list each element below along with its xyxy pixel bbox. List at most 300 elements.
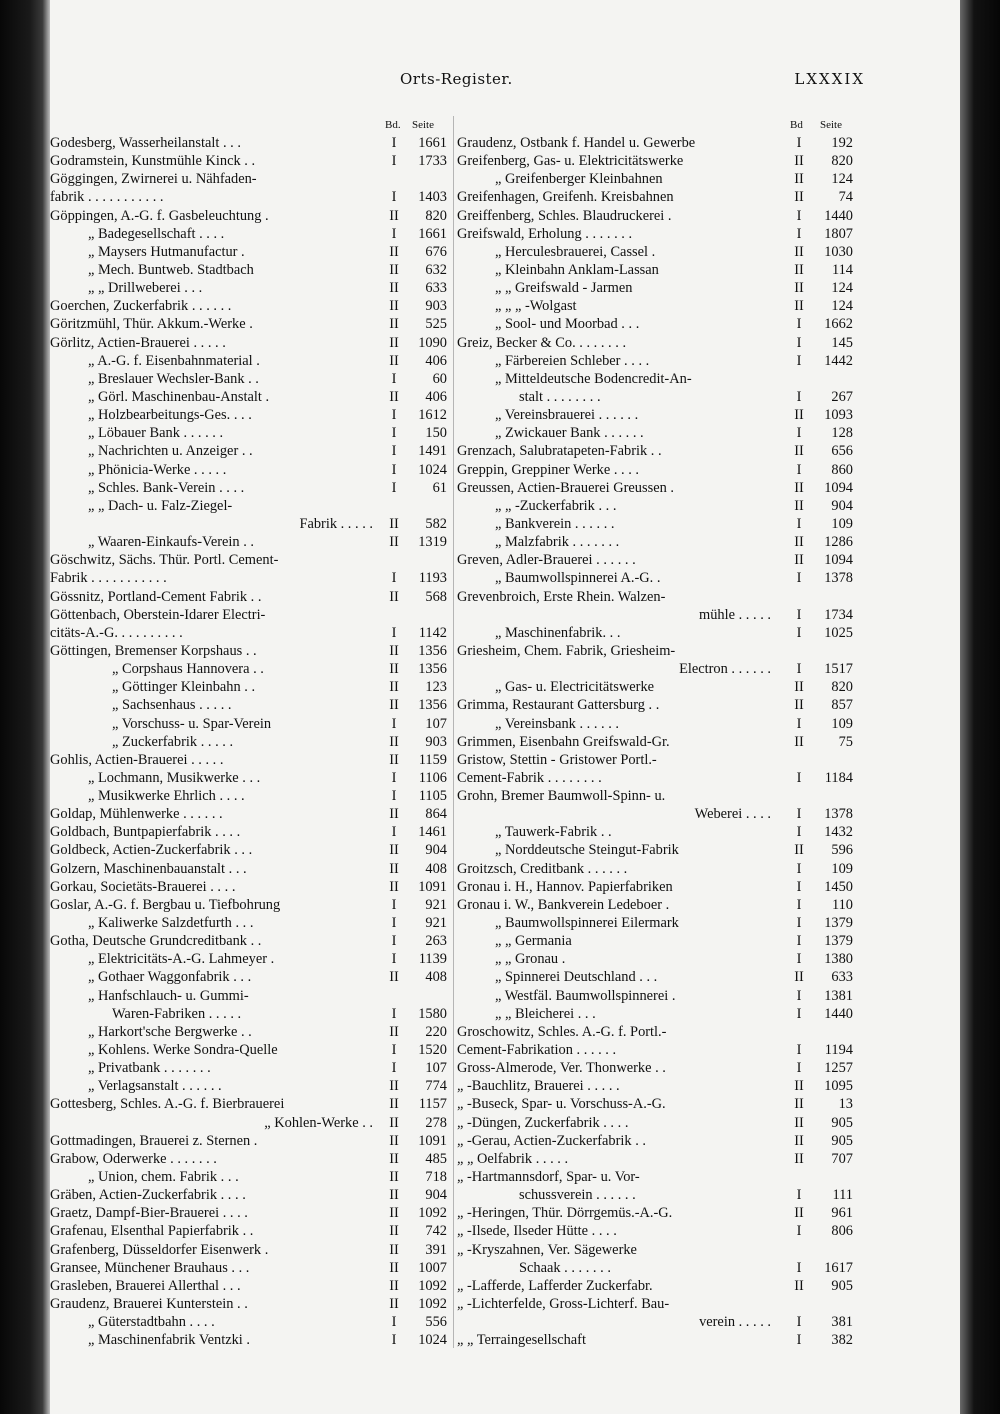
entry-page: 406 <box>425 388 447 405</box>
entry-page: 1450 <box>824 878 853 895</box>
entry-text: „ Görl. Maschinenbau-Anstalt . <box>88 388 270 405</box>
index-entry <box>50 315 453 333</box>
entry-text: „ Greifenberger Kleinbahnen <box>495 171 663 188</box>
entry-text: „ Kohlens. Werke Sondra-Quelle <box>88 1042 278 1059</box>
entry-page: 381 <box>831 1314 853 1331</box>
index-entry <box>457 606 855 624</box>
entry-text: Greiz, Becker & Co. . . . . . . . <box>457 334 627 351</box>
index-entry <box>50 569 453 587</box>
entry-text: „ Badegesellschaft . . . . <box>88 225 225 242</box>
entry-volume: II <box>389 842 399 859</box>
index-entry <box>50 1222 453 1240</box>
entry-volume: I <box>796 207 802 224</box>
entry-text: Grimmen, Eisenbahn Greifswald-Gr. <box>457 733 670 750</box>
entry-page: 1661 <box>418 225 447 242</box>
entry-volume: II <box>389 1205 399 1222</box>
running-title: Orts-Register. <box>400 70 513 88</box>
entry-text: „ Maysers Hutmanufactur . <box>88 243 245 260</box>
entry-page: 1193 <box>418 570 447 587</box>
entry-volume: I <box>391 407 397 424</box>
entry-text: Gotha, Deutsche Grundcreditbank . . <box>50 933 262 950</box>
index-entry <box>457 987 855 1005</box>
entry-page: 921 <box>425 896 447 913</box>
entry-volume: I <box>796 933 802 950</box>
entry-volume: II <box>794 733 804 750</box>
entry-page: 1356 <box>418 661 447 678</box>
entry-text: „ Vereinsbrauerei . . . . . . <box>495 407 639 424</box>
entry-volume: I <box>391 1314 397 1331</box>
page-header <box>50 70 870 100</box>
entry-text: Greussen, Actien-Brauerei Greussen . <box>457 479 674 496</box>
entry-page: 904 <box>425 1187 447 1204</box>
entry-text: „ -Kryszahnen, Ver. Sägewerke <box>457 1241 637 1258</box>
entry-volume: II <box>389 534 399 551</box>
entry-volume: II <box>389 352 399 369</box>
entry-page: 61 <box>432 479 447 496</box>
entry-text: „ „ Oelfabrik . . . . . <box>457 1150 569 1167</box>
index-entry <box>457 152 855 170</box>
entry-text: „ A.-G. f. Eisenbahnmaterial . <box>88 352 260 369</box>
index-entry <box>50 497 453 515</box>
entry-text: „ Güterstadtbahn . . . . <box>88 1314 215 1331</box>
index-entry <box>50 1114 453 1132</box>
entry-volume: I <box>796 1314 802 1331</box>
entry-volume: II <box>794 280 804 297</box>
column-header-right <box>457 116 855 134</box>
entry-volume: II <box>389 1241 399 1258</box>
index-entry <box>457 442 855 460</box>
index-entries-left <box>50 134 453 1349</box>
entry-text: Göttingen, Bremenser Korpshaus . . <box>50 642 257 659</box>
entry-text: „ Harkort'sche Bergwerke . . <box>88 1023 252 1040</box>
entry-text: Gorkau, Societäts-Brauerei . . . . <box>50 878 236 895</box>
entry-page: 961 <box>831 1205 853 1222</box>
entry-text: „ „ Bleicherei . . . <box>495 1005 596 1022</box>
entry-text: schussverein . . . . . . <box>519 1187 636 1204</box>
entry-volume: II <box>794 171 804 188</box>
entry-page: 596 <box>831 842 853 859</box>
column-header-left <box>50 116 453 134</box>
entry-text: Fabrik . . . . . <box>299 515 373 532</box>
index-entry <box>457 715 855 733</box>
entry-volume: I <box>391 189 397 206</box>
entry-text: „ Norddeutsche Steingut-Fabrik <box>495 842 679 859</box>
entry-text: „ Musikwerke Ehrlich . . . . <box>88 788 245 805</box>
index-entry <box>457 1295 855 1313</box>
scan-edge-left <box>0 0 50 1414</box>
entry-page: 820 <box>425 207 447 224</box>
index-entry <box>457 515 855 533</box>
entry-volume: II <box>794 969 804 986</box>
page-number: LXXXIX <box>794 70 865 88</box>
entry-page: 903 <box>425 733 447 750</box>
entry-page: 123 <box>425 679 447 696</box>
index-entry <box>50 1059 453 1077</box>
index-entry <box>457 914 855 932</box>
entry-page: 633 <box>831 969 853 986</box>
index-entry <box>457 787 855 805</box>
entry-text: Groschowitz, Schles. A.-G. f. Portl.- <box>457 1023 667 1040</box>
index-entry <box>50 1204 453 1222</box>
entry-volume: I <box>796 515 802 532</box>
entry-page: 905 <box>831 1277 853 1294</box>
index-entry <box>50 1150 453 1168</box>
entry-text: „ Mitteldeutsche Bodencredit-An- <box>495 370 692 387</box>
entry-volume: I <box>391 1042 397 1059</box>
index-entry <box>50 1168 453 1186</box>
entry-text: Gottesberg, Schles. A.-G. f. Bierbrauerei <box>50 1096 285 1113</box>
entry-page: 742 <box>425 1223 447 1240</box>
entry-volume: II <box>794 552 804 569</box>
index-entry <box>457 207 855 225</box>
index-entry <box>457 1095 855 1113</box>
index-entry <box>50 461 453 479</box>
entry-page: 903 <box>425 298 447 315</box>
entry-text: Golzern, Maschinenbauanstalt . . . <box>50 860 247 877</box>
entry-text: Graudenz, Brauerei Kunterstein . . <box>50 1296 248 1312</box>
entry-volume: II <box>389 1023 399 1040</box>
entry-text: Godramstein, Kunstmühle Kinck . . <box>50 153 256 170</box>
entry-text: „ Zwickauer Bank . . . . . . <box>495 425 644 442</box>
entry-page: 1380 <box>824 951 853 968</box>
entry-volume: II <box>389 1259 399 1276</box>
index-entry <box>457 297 855 315</box>
index-entry <box>457 751 855 769</box>
entry-page: 150 <box>425 425 447 442</box>
entry-page: 1378 <box>824 806 853 823</box>
entry-volume: II <box>389 334 399 351</box>
entry-page: 1024 <box>418 1332 447 1349</box>
index-entry <box>50 1186 453 1204</box>
entry-page: 1157 <box>418 1096 447 1113</box>
entry-text: Greifswald, Erholung . . . . . . . <box>457 225 633 242</box>
entry-text: fabrik . . . . . . . . . . . <box>50 189 164 206</box>
index-entry <box>457 1204 855 1222</box>
entry-text: Göritzmühl, Thür. Akkum.-Werke . <box>50 316 253 333</box>
entry-volume: II <box>389 1277 399 1294</box>
index-entry <box>50 479 453 497</box>
index-entry <box>50 624 453 642</box>
entry-page: 1095 <box>824 1078 853 1095</box>
entry-volume: II <box>389 697 399 714</box>
index-entry <box>457 841 855 859</box>
entry-page: 1379 <box>824 915 853 932</box>
entry-volume: II <box>389 1132 399 1149</box>
entry-page: 1461 <box>418 824 447 841</box>
entry-page: 75 <box>838 733 853 750</box>
entry-page: 192 <box>831 135 853 151</box>
entry-text: verein . . . . . <box>699 1314 771 1331</box>
entry-volume: I <box>796 624 802 641</box>
entry-volume: I <box>796 806 802 823</box>
entry-text: citäts-A.-G. . . . . . . . . . <box>50 624 183 641</box>
entry-volume: II <box>389 1296 399 1312</box>
index-entry <box>50 1005 453 1023</box>
index-entry <box>50 225 453 243</box>
entry-page: 1520 <box>418 1042 447 1059</box>
index-entry <box>50 243 453 261</box>
entry-text: stalt . . . . . . . . <box>519 388 601 405</box>
index-column-right <box>457 116 855 1349</box>
entry-text: Godesberg, Wasserheilanstalt . . . <box>50 135 241 151</box>
index-entry <box>50 751 453 769</box>
index-entry <box>457 660 855 678</box>
entry-page: 124 <box>831 298 853 315</box>
index-entry <box>50 279 453 297</box>
entry-text: Gössnitz, Portland-Cement Fabrik . . <box>50 588 262 605</box>
index-entry <box>50 1241 453 1259</box>
entry-page: 1030 <box>824 243 853 260</box>
entry-page: 1442 <box>824 352 853 369</box>
index-entry <box>457 1005 855 1023</box>
entry-page: 904 <box>831 497 853 514</box>
entry-text: „ „ Gronau . <box>495 951 566 968</box>
entry-volume: II <box>389 1169 399 1186</box>
entry-page: 267 <box>831 388 853 405</box>
entry-volume: I <box>391 461 397 478</box>
entry-page: 905 <box>831 1114 853 1131</box>
index-entry <box>457 1259 855 1277</box>
entry-text: Gransee, Münchener Brauhaus . . . <box>50 1259 250 1276</box>
entry-volume: I <box>796 987 802 1004</box>
entry-text: „ Gas- u. Electricitätswerke <box>495 679 655 696</box>
index-entry <box>50 896 453 914</box>
entry-volume: I <box>796 1259 802 1276</box>
index-entry <box>457 424 855 442</box>
entry-volume: I <box>796 661 802 678</box>
index-entry <box>50 932 453 950</box>
entry-text: Greven, Adler-Brauerei . . . . . . <box>457 552 636 569</box>
entry-text: „ Bankverein . . . . . . <box>495 515 615 532</box>
entry-volume: I <box>796 425 802 442</box>
index-entries-right <box>457 134 855 1349</box>
entry-volume: I <box>796 715 802 732</box>
entry-volume: II <box>794 1078 804 1095</box>
entry-text: Gronau i. H., Hannov. Papierfabriken <box>457 878 673 895</box>
index-entry <box>50 152 453 170</box>
entry-volume: I <box>391 425 397 442</box>
entry-page: 60 <box>432 370 447 387</box>
entry-volume: II <box>794 479 804 496</box>
entry-page: 1491 <box>418 443 447 460</box>
entry-page: 408 <box>425 860 447 877</box>
entry-volume: I <box>796 915 802 932</box>
entry-page: 556 <box>425 1314 447 1331</box>
entry-page: 13 <box>838 1096 853 1113</box>
index-entry <box>457 479 855 497</box>
entry-volume: II <box>794 1205 804 1222</box>
entry-volume: II <box>389 298 399 315</box>
index-entry <box>457 624 855 642</box>
index-entry <box>457 1041 855 1059</box>
entry-page: 1094 <box>824 479 853 496</box>
index-entry <box>50 860 453 878</box>
entry-volume: I <box>796 352 802 369</box>
index-entry <box>457 932 855 950</box>
index-entry <box>50 134 453 152</box>
entry-volume: I <box>391 153 397 170</box>
index-entry <box>457 315 855 333</box>
entry-volume: II <box>389 661 399 678</box>
index-entry <box>457 1313 855 1331</box>
index-entry <box>457 878 855 896</box>
index-entry <box>50 914 453 932</box>
entry-page: 1092 <box>418 1296 447 1312</box>
index-entry <box>50 207 453 225</box>
index-entry <box>457 279 855 297</box>
entry-page: 1319 <box>418 534 447 551</box>
entry-text: Schaak . . . . . . . <box>519 1259 611 1276</box>
entry-page: 1356 <box>418 697 447 714</box>
index-entry <box>457 1059 855 1077</box>
entry-page: 1194 <box>824 1042 853 1059</box>
index-entry <box>50 823 453 841</box>
entry-volume: I <box>391 479 397 496</box>
entry-text: „ -Lafferde, Lafferder Zuckerfabr. <box>457 1277 653 1294</box>
entry-volume: I <box>391 824 397 841</box>
entry-page: 1139 <box>418 951 447 968</box>
index-entry <box>457 1186 855 1204</box>
index-entry <box>457 1150 855 1168</box>
index-entry <box>50 1295 453 1313</box>
entry-volume: II <box>389 1114 399 1131</box>
entry-text: „ Breslauer Wechsler-Bank . . <box>88 370 259 387</box>
entry-volume: I <box>796 388 802 405</box>
entry-page: 1662 <box>824 316 853 333</box>
entry-text: „ Göttinger Kleinbahn . . <box>112 679 256 696</box>
entry-page: 485 <box>425 1150 447 1167</box>
entry-text: „ Hanfschlauch- u. Gummi- <box>88 987 249 1004</box>
entry-page: 806 <box>831 1223 853 1240</box>
index-entry <box>457 696 855 714</box>
entry-volume: II <box>794 679 804 696</box>
entry-volume: I <box>391 1060 397 1077</box>
index-entry <box>457 243 855 261</box>
entry-volume: II <box>794 407 804 424</box>
entry-text: „ Privatbank . . . . . . . <box>88 1060 211 1077</box>
index-entry <box>457 1277 855 1295</box>
entry-volume: II <box>389 1223 399 1240</box>
entry-volume: II <box>389 388 399 405</box>
entry-volume: II <box>794 443 804 460</box>
entry-page: 1092 <box>418 1277 447 1294</box>
entry-page: 1093 <box>824 407 853 424</box>
entry-text: „ Färbereien Schleber . . . . <box>495 352 650 369</box>
entry-text: „ Holzbearbeitungs-Ges. . . . <box>88 407 252 424</box>
entry-text: Goerchen, Zuckerfabrik . . . . . . <box>50 298 232 315</box>
index-entry <box>50 1041 453 1059</box>
entry-text: „ Schles. Bank-Verein . . . . <box>88 479 245 496</box>
index-entry <box>50 352 453 370</box>
index-entry <box>457 1222 855 1240</box>
entry-volume: II <box>794 1114 804 1131</box>
entry-page: 1378 <box>824 570 853 587</box>
entry-volume: I <box>391 933 397 950</box>
index-entry <box>457 896 855 914</box>
entry-text: „ Kaliwerke Salzdetfurth . . . <box>88 915 254 932</box>
index-entry <box>457 551 855 569</box>
entry-page: 1105 <box>418 788 447 805</box>
index-entry <box>50 170 453 188</box>
entry-page: 114 <box>831 261 853 278</box>
index-entry <box>457 406 855 424</box>
entry-text: Goslar, A.-G. f. Bergbau u. Tiefbohrung <box>50 896 281 913</box>
entry-page: 568 <box>425 588 447 605</box>
entry-page: 1092 <box>418 1205 447 1222</box>
entry-page: 111 <box>832 1187 853 1204</box>
index-entry <box>50 424 453 442</box>
entry-volume: II <box>389 969 399 986</box>
index-entry <box>50 1023 453 1041</box>
entry-page: 1286 <box>824 534 853 551</box>
entry-page: 718 <box>425 1169 447 1186</box>
entry-text: „ Kohlen-Werke . . <box>264 1114 373 1131</box>
index-entry <box>457 261 855 279</box>
entry-text: Grevenbroich, Erste Rhein. Walzen- <box>457 588 666 605</box>
entry-volume: I <box>391 1005 397 1022</box>
entry-text: Grabow, Oderwerke . . . . . . . <box>50 1150 217 1167</box>
entry-text: Göggingen, Zwirnerei u. Nähfaden- <box>50 171 257 188</box>
entry-page: 1440 <box>824 1005 853 1022</box>
index-entry <box>50 515 453 533</box>
index-entry <box>457 334 855 352</box>
entry-volume: I <box>796 860 802 877</box>
index-entry <box>457 968 855 986</box>
entry-text: Greppin, Greppiner Werke . . . . <box>457 461 639 478</box>
entry-page: 1025 <box>824 624 853 641</box>
entry-text: Goldbach, Buntpapierfabrik . . . . <box>50 824 241 841</box>
entry-text: Göschwitz, Sächs. Thür. Portl. Cement- <box>50 552 279 569</box>
entry-volume: I <box>796 570 802 587</box>
entry-volume: I <box>391 951 397 968</box>
page-header-label: Seite <box>820 119 842 131</box>
entry-text: Groitzsch, Creditbank . . . . . . <box>457 860 628 877</box>
entry-volume: I <box>391 624 397 641</box>
entry-text: Graetz, Dampf-Bier-Brauerei . . . . <box>50 1205 248 1222</box>
entry-text: „ Sachsenhaus . . . . . <box>112 697 232 714</box>
index-column-left <box>50 116 453 1349</box>
entry-page: 1024 <box>418 461 447 478</box>
index-entry <box>457 533 855 551</box>
entry-text: Greifenberg, Gas- u. Elektricitätswerke <box>457 153 684 170</box>
entry-volume: I <box>796 225 802 242</box>
entry-page: 904 <box>425 842 447 859</box>
entry-volume: I <box>796 896 802 913</box>
entry-text: Gottmadingen, Brauerei z. Sternen . <box>50 1132 258 1149</box>
entry-volume: II <box>794 697 804 714</box>
index-entry <box>50 1313 453 1331</box>
entry-page: 1091 <box>418 878 447 895</box>
entry-volume: I <box>796 1005 802 1022</box>
index-entry <box>50 1331 453 1349</box>
entry-page: 1381 <box>824 987 853 1004</box>
entry-volume: I <box>391 370 397 387</box>
entry-text: „ Zuckerfabrik . . . . . <box>112 733 234 750</box>
entry-page: 1734 <box>824 606 853 623</box>
index-entry <box>457 188 855 206</box>
entry-volume: I <box>391 443 397 460</box>
entry-text: Grafenau, Elsenthal Papierfabrik . . <box>50 1223 254 1240</box>
entry-volume: II <box>389 1078 399 1095</box>
entry-volume: II <box>794 1150 804 1167</box>
entry-volume: I <box>796 1060 802 1077</box>
entry-page: 110 <box>831 896 853 913</box>
entry-text: „ Maschinenfabrik Ventzki . <box>88 1332 250 1349</box>
entry-text: „ „ Greifswald - Jarmen <box>495 280 633 297</box>
entry-volume: I <box>796 135 802 151</box>
index-entry <box>50 588 453 606</box>
entry-text: Waren-Fabriken . . . . . <box>112 1005 242 1022</box>
